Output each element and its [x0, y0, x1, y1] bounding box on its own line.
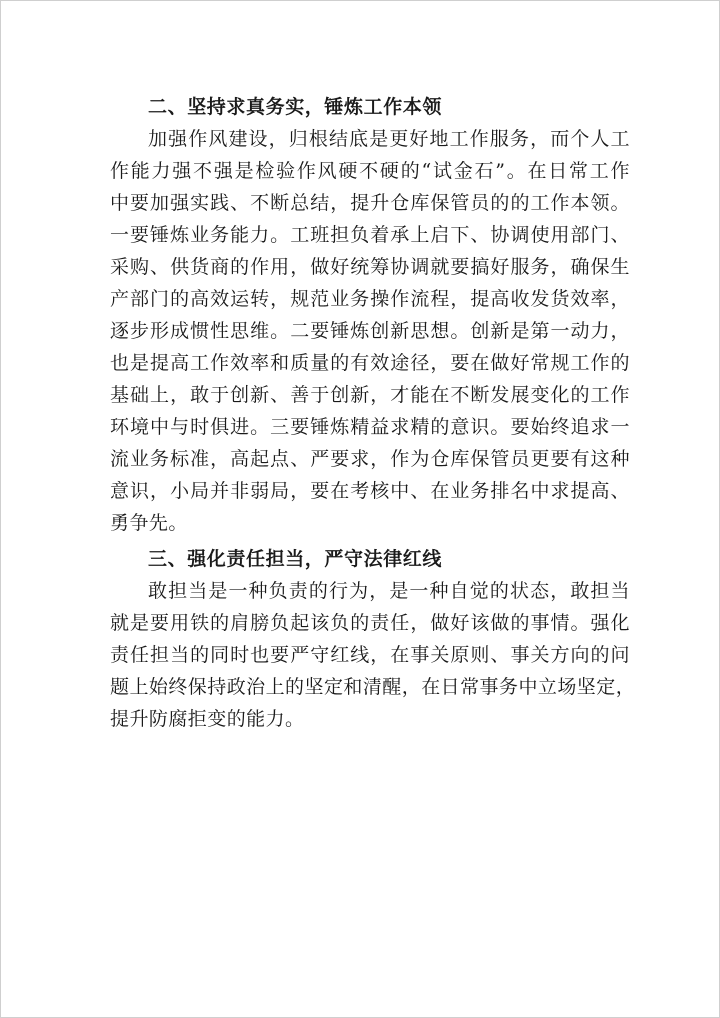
paragraph-line: 基础上，敢于创新、善于创新，才能在不断发展变化的工作: [110, 384, 630, 406]
paragraph-line: 环境中与时俱进。三要锤炼精益求精的意识。要始终追求一: [110, 416, 630, 438]
section-3-heading: 三、强化责任担当，严守法律红线: [148, 548, 443, 570]
paragraph-line: 产部门的高效运转，规范业务操作流程，提高收发货效率，: [110, 288, 630, 310]
paragraph-line: 作能力强不强是检验作风硬不硬的“试金石”。在日常工作: [110, 160, 630, 182]
paragraph-line: 逐步形成惯性思维。二要锤炼创新思想。创新是第一动力，: [110, 320, 630, 342]
paragraph-line: 加强作风建设，归根结底是更好地工作服务，而个人工: [148, 128, 630, 150]
paragraph-line: 敢担当是一种负责的行为，是一种自觉的状态，敢担当: [148, 580, 630, 602]
paragraph-line: 责任担当的同时也要严守红线，在事关原则、事关方向的问: [110, 644, 630, 666]
paragraph-line: 勇争先。: [110, 512, 188, 534]
paragraph-line: 一要锤炼业务能力。工班担负着承上启下、协调使用部门、: [110, 224, 630, 246]
paragraph-line: 也是提高工作效率和质量的有效途径，要在做好常规工作的: [110, 352, 630, 374]
paragraph-line: 采购、供货商的作用，做好统筹协调就要搞好服务，确保生: [110, 256, 630, 278]
paragraph-line: 中要加强实践、不断总结，提升仓库保管员的的工作本领。: [110, 192, 630, 214]
paragraph-line: 提升防腐拒变的能力。: [110, 708, 305, 730]
section-2-heading: 二、坚持求真务实，锤炼工作本领: [148, 96, 443, 118]
paragraph-line: 题上始终保持政治上的坚定和清醒，在日常事务中立场坚定，: [110, 676, 636, 698]
paragraph-line: 流业务标准，高起点、严要求，作为仓库保管员更要有这种: [110, 448, 630, 470]
paragraph-line: 意识，小局并非弱局，要在考核中、在业务排名中求提高、: [110, 480, 630, 502]
paragraph-line: 就是要用铁的肩膀负起该负的责任，做好该做的事情。强化: [110, 612, 630, 634]
document-body: [110, 91, 636, 735]
